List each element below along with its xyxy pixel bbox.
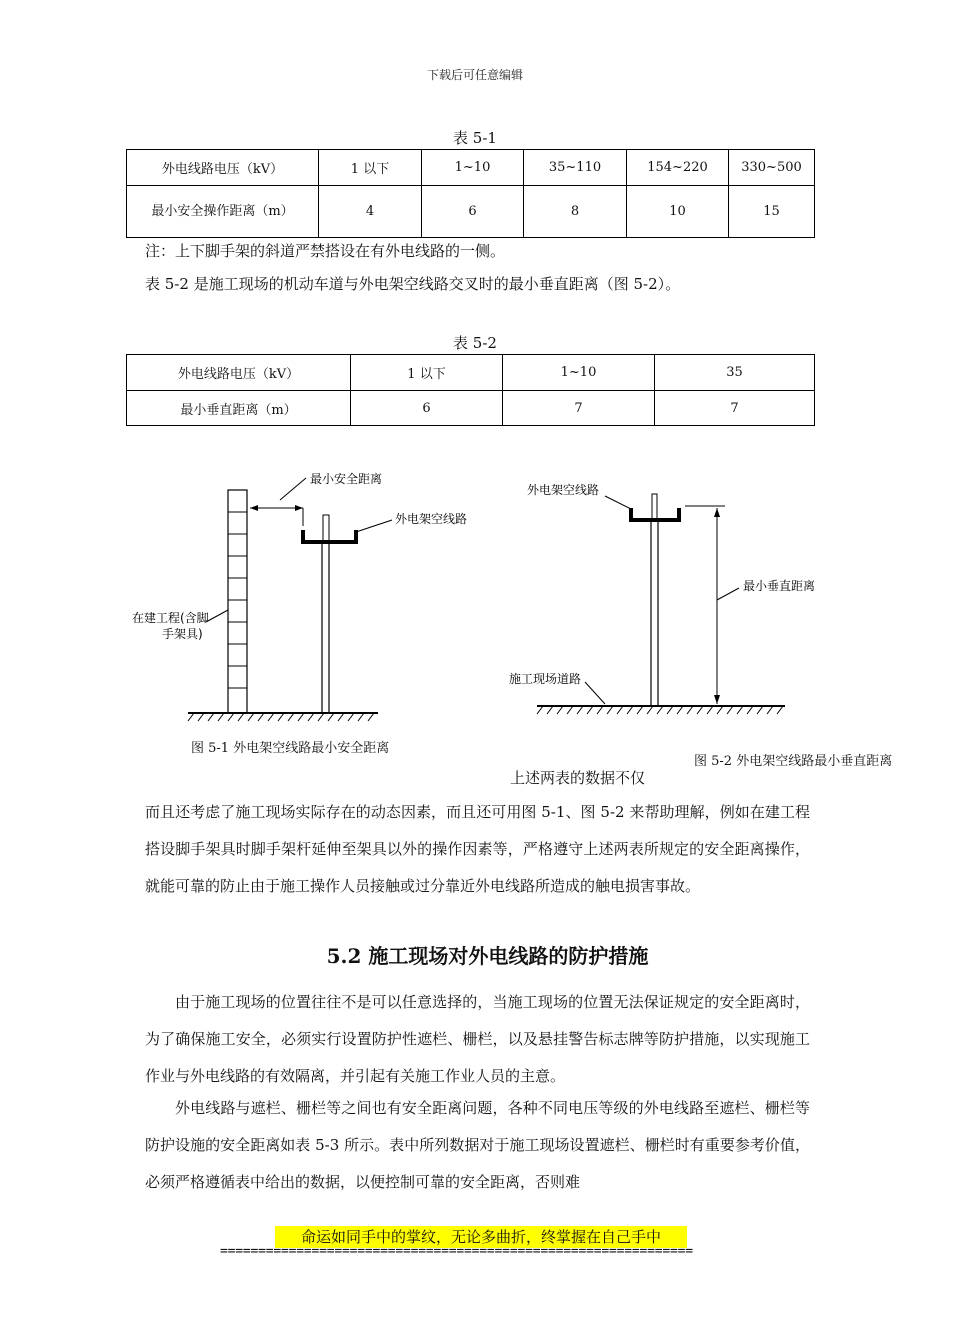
table-cell: 最小安全操作距离（m） bbox=[127, 186, 319, 238]
label-min-vertical: 最小垂直距离 bbox=[743, 579, 816, 593]
table-cell: 6 bbox=[351, 391, 503, 426]
mid-text: 上述两表的数据不仅 bbox=[510, 769, 646, 787]
label-power-line: 外电架空线路 bbox=[527, 483, 600, 497]
table-cell: 10 bbox=[627, 186, 729, 238]
figure2-caption: 图 5-2 外电架空线路最小垂直距离 bbox=[694, 754, 893, 769]
power-line-crossarm bbox=[631, 508, 679, 520]
ground-hatch bbox=[537, 706, 783, 714]
table-5-1 bbox=[126, 149, 815, 238]
table-cell: 外电线路电压（kV） bbox=[127, 150, 319, 186]
table-cell: 35~110 bbox=[524, 150, 627, 186]
table-row bbox=[127, 186, 815, 238]
table-cell: 7 bbox=[655, 391, 815, 426]
label-min-distance: 最小安全距离 bbox=[310, 472, 383, 486]
utility-pole bbox=[651, 520, 658, 706]
label-building-1: 在建工程(含脚 bbox=[132, 611, 209, 625]
table-cell: 154~220 bbox=[627, 150, 729, 186]
figure1-caption: 图 5-1 外电架空线路最小安全距离 bbox=[191, 741, 390, 756]
ground-hatch bbox=[188, 713, 374, 721]
page-header: 下载后可任意编辑 bbox=[426, 68, 523, 82]
table-cell: 1 以下 bbox=[319, 150, 422, 186]
building-scaffold bbox=[228, 490, 247, 713]
table-cell: 1~10 bbox=[422, 150, 524, 186]
footer-divider: ============================================================== bbox=[220, 1244, 693, 1259]
label-power-line: 外电架空线路 bbox=[395, 512, 468, 526]
table-cell: 8 bbox=[524, 186, 627, 238]
table-cell: 7 bbox=[503, 391, 655, 426]
table-cell: 35 bbox=[655, 355, 815, 391]
paragraph-1: 而且还考虑了施工现场实际存在的动态因素，而且还可用图 5-1、图 5-2 来帮助理解，例如在建工程搭设脚手架具时脚手架杆延伸至架具以外的操作因素等，严格遵守上述两表所规定的安全距离操作，就能可靠的防止由于施工操作人员接触或过分靠近外电线路所造成的触电损害事故。 bbox=[145, 803, 810, 895]
table-cell: 最小垂直距离（m） bbox=[127, 391, 351, 426]
table2-intro: 表 5-2 是施工现场的机动车道与外电架空线路交叉时的最小垂直距离（图 5-2）。 bbox=[145, 275, 681, 293]
table-cell: 外电线路电压（kV） bbox=[127, 355, 351, 391]
utility-pole bbox=[322, 542, 329, 713]
paragraph-3: 外电线路与遮栏、栅栏等之间也有安全距离问题，各种不同电压等级的外电线路至遮栏、栅栏等防护设施的安全距离如表 5-3 所示。表中所列数据对于施工现场设置遮栏、栅栏时有重要参考价值，必须严格遵循表中给出的数据，以便控制可靠的安全距离，否则难 bbox=[145, 1099, 810, 1191]
figure-5-2 bbox=[495, 470, 816, 720]
footer-motto: 命运如同手中的掌纹，无论多曲折，终掌握在自己手中 bbox=[275, 1226, 687, 1248]
figure-5-1 bbox=[120, 460, 500, 730]
section-heading: 5.2 施工现场对外电线路的防护措施 bbox=[326, 944, 649, 968]
table-cell: 1 以下 bbox=[351, 355, 503, 391]
paragraph-2: 由于施工现场的位置往往不是可以任意选择的，当施工现场的位置无法保证规定的安全距离时，为了确保施工安全，必须实行设置防护性遮栏、栅栏，以及悬挂警告标志牌等防护措施，以实现施工作业与外电线路的有效隔离，并引起有关施工作业人员的主意。 bbox=[145, 993, 810, 1085]
table-cell: 330~500 bbox=[729, 150, 815, 186]
table-cell: 6 bbox=[422, 186, 524, 238]
table-cell: 4 bbox=[319, 186, 422, 238]
table2-caption: 表 5-2 bbox=[453, 334, 497, 352]
table-cell: 15 bbox=[729, 186, 815, 238]
table-5-2 bbox=[126, 354, 815, 426]
table-row bbox=[127, 391, 815, 426]
label-road: 施工现场道路 bbox=[509, 672, 582, 686]
table-cell: 1~10 bbox=[503, 355, 655, 391]
table1-caption: 表 5-1 bbox=[453, 129, 497, 147]
label-building-2: 手架具) bbox=[162, 627, 203, 641]
table-row bbox=[127, 355, 815, 391]
table-row bbox=[127, 150, 815, 186]
table1-note: 注：上下脚手架的斜道严禁搭设在有外电线路的一侧。 bbox=[145, 242, 506, 260]
